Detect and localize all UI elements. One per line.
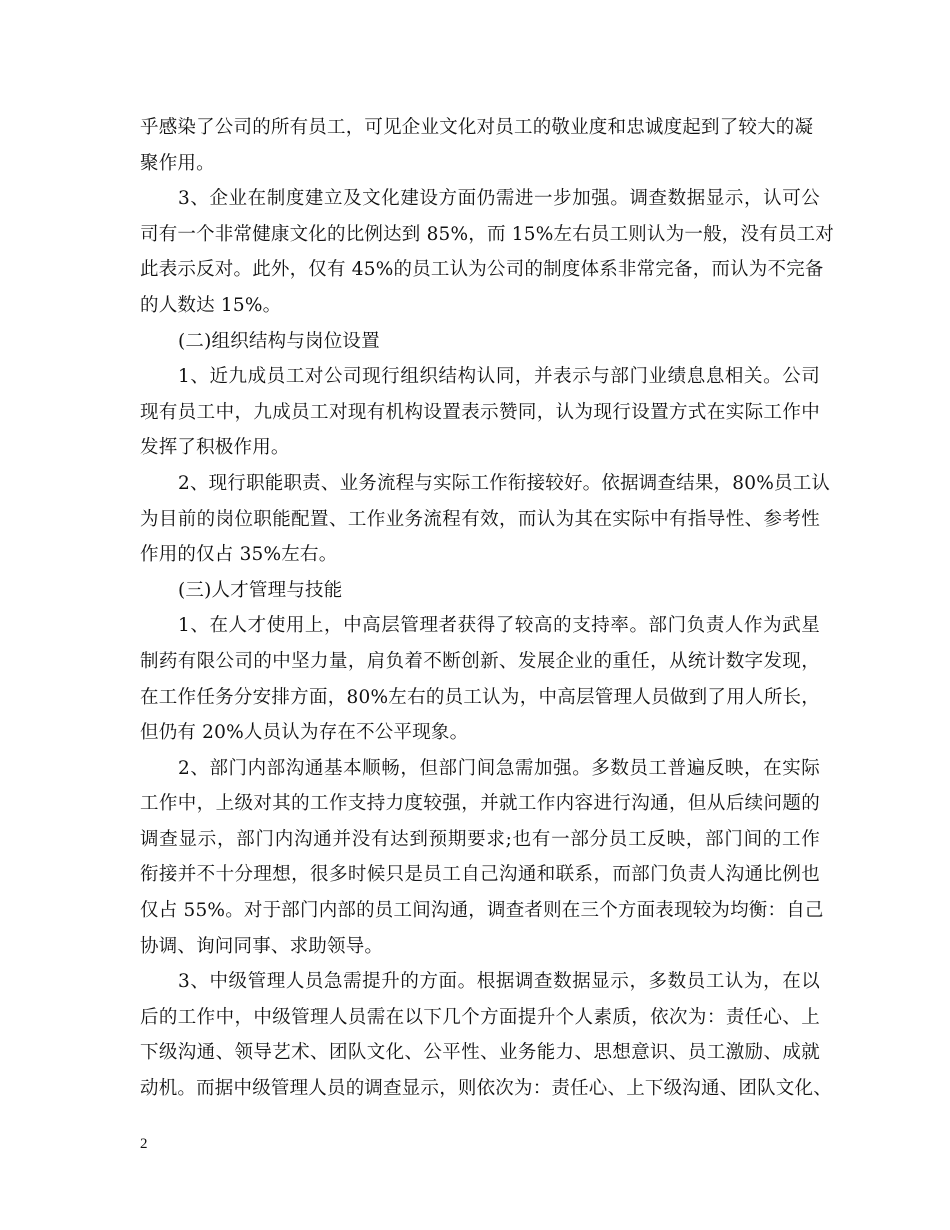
text-line: 衔接并不十分理想，很多时候只是员工自己沟通和联系，而部门负责人沟通比例也 xyxy=(140,864,820,886)
text-line: 1、近九成员工对公司现行组织结构认同，并表示与部门业绩息息相关。公司 xyxy=(178,366,820,388)
text-line: 在工作任务分安排方面，80%左右的员工认为，中高层管理人员做到了用人所长， xyxy=(140,686,820,708)
text-line: 聚作用。 xyxy=(140,152,215,174)
text-line: 仅占 55%。对于部门内部的员工间沟通，调查者则在三个方面表现较为均衡：自己 xyxy=(140,900,824,922)
text-line: 动机。而据中级管理人员的调查显示，则依次为：责任心、上下级沟通、团队文化、 xyxy=(140,1078,832,1100)
text-line: 协调、询问同事、求助领导。 xyxy=(140,935,384,957)
text-line: 制药有限公司的中坚力量，肩负着不断创新、发展企业的重任，从统计数字发现， xyxy=(140,650,820,672)
text-line: 2、现行职能职责、业务流程与实际工作衔接较好。依据调查结果，80%员工认 xyxy=(178,472,831,494)
text-line: 工作中，上级对其的工作支持力度较强，并就工作内容进行沟通，但从后续问题的 xyxy=(140,793,820,815)
text-line: 发挥了积极作用。 xyxy=(140,437,290,459)
text-line: 为目前的岗位职能配置、工作业务流程有效，而认为其在实际中有指导性、参考性 xyxy=(140,508,820,530)
text-line: 乎感染了公司的所有员工，可见企业文化对员工的敬业度和忠诚度起到了较大的凝 xyxy=(140,117,814,138)
text-line: 2、部门内部沟通基本顺畅，但部门间急需加强。多数员工普遍反映，在实际 xyxy=(178,757,820,779)
text-line: 3、企业在制度建立及文化建设方面仍需进一步加强。调查数据显示，认可公 xyxy=(178,188,820,210)
text-line: 3、中级管理人员急需提升的方面。根据调查数据显示，多数员工认为，在以 xyxy=(178,971,820,993)
section-heading: (二)组织结构与岗位设置 xyxy=(178,330,380,352)
body-text xyxy=(140,110,835,1107)
text-line: 1、在人才使用上，中高层管理者获得了较高的支持率。部门负责人作为武星 xyxy=(178,615,820,637)
text-line: 此表示反对。此外，仅有 45%的员工认为公司的制度体系非常完备，而认为不完备 xyxy=(140,259,824,281)
text-line: 调查显示，部门内沟通并没有达到预期要求;也有一部分员工反映，部门间的工作 xyxy=(140,828,820,850)
text-line: 作用的仅占 35%左右。 xyxy=(140,544,338,566)
text-line: 后的工作中，中级管理人员需在以下几个方面提升个人素质，依次为：责任心、上 xyxy=(140,1006,820,1028)
text-line: 下级沟通、领导艺术、团队文化、公平性、业务能力、思想意识、员工激励、成就 xyxy=(140,1042,820,1064)
text-line: 司有一个非常健康文化的比例达到 85%，而 15%左右员工则认为一般，没有员工对 xyxy=(140,223,835,245)
section-heading: (三)人才管理与技能 xyxy=(178,579,343,601)
text-line: 的人数达 15%。 xyxy=(140,294,282,316)
page-number: 2 xyxy=(140,1136,148,1152)
text-line: 但仍有 20%人员认为存在不公平现象。 xyxy=(140,722,469,744)
text-line: 现有员工中，九成员工对现有机构设置表示赞同，认为现行设置方式在实际工作中 xyxy=(140,401,820,423)
